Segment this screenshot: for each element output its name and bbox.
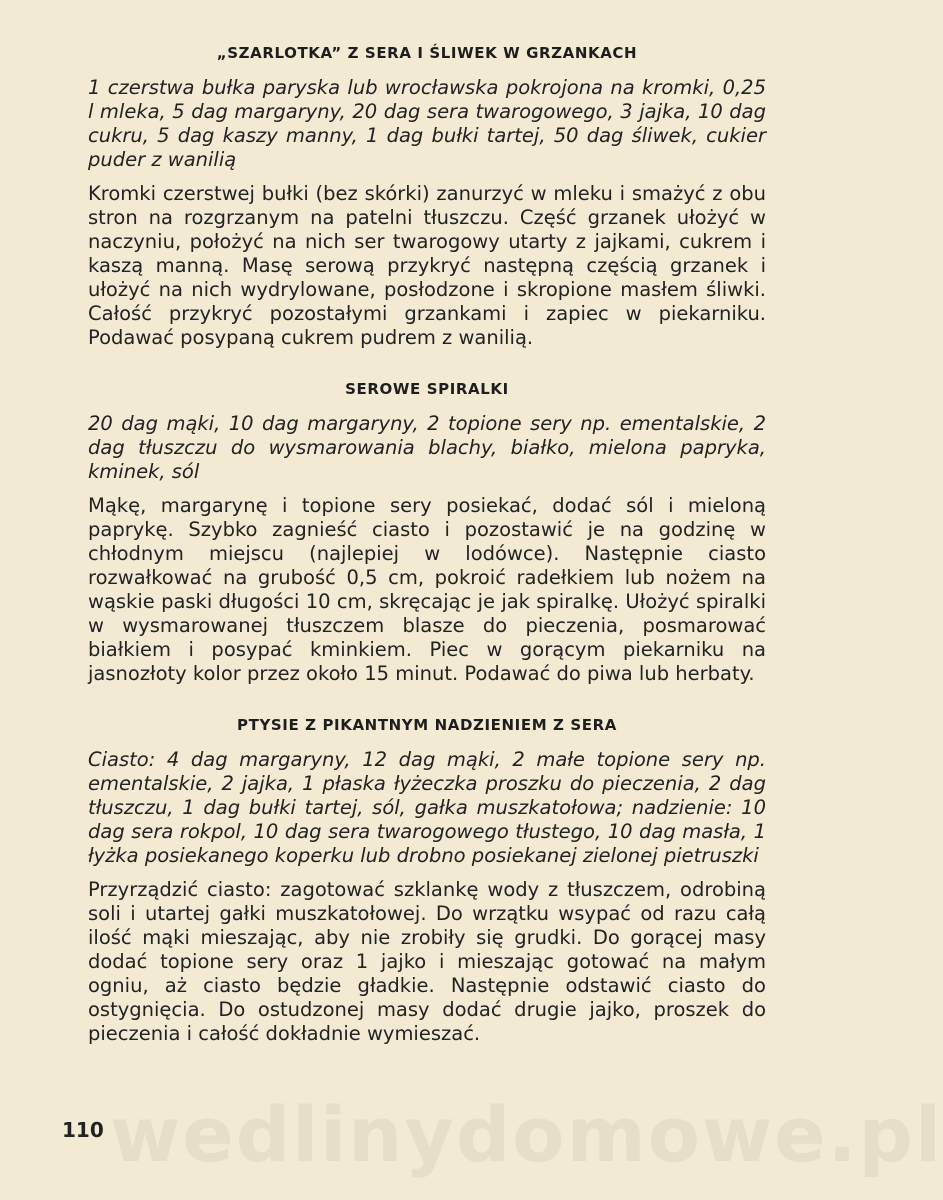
recipe-title: „SZARLOTKA” Z SERA I ŚLIWEK W GRZANKACH	[216, 44, 638, 62]
recipe-ingredients: 1 czerstwa bułka paryska lub wrocławska pokrojona na kromki, 0,25 l mleka, 5 dag margaryny, 20 dag sera twarogowego, 3 jajka, 10 dag cukru, 5 dag kaszy manny, 1 dag bułki tartej, 50 dag śliwek, cukier puder z wanilią	[88, 76, 766, 171]
recipe-szarlotka	[88, 44, 766, 350]
recipe-ingredients: 20 dag mąki, 10 dag margaryny, 2 topione sery np. ementalskie, 2 dag tłuszczu do wysmarowania blachy, białko, mielona papryka, kminek, sól	[88, 412, 766, 483]
page-number: 110	[62, 1118, 104, 1142]
recipe-ptysie	[88, 716, 766, 1046]
recipe-method: Przyrządzić ciasto: zagotować szklankę wody z tłuszczem, odrobiną soli i utartej gałki muszkatołowej. Do wrzątku wsypać od razu całą ilość mąki mieszając, aby nie zrobiły się grudki. Do gorącej masy dodać topione sery oraz 1 jajko i mieszając gotować na małym ogniu, aż ciasto będzie gładkie. Następnie odstawić ciasto do ostygnięcia. Do ostudzonej masy dodać drugie jajko, proszek do pieczenia i całość dokładnie wymieszać.	[88, 878, 766, 1045]
recipe-title: PTYSIE Z PIKANTNYM NADZIENIEM Z SERA	[237, 716, 617, 734]
recipe-title: SEROWE SPIRALKI	[345, 380, 509, 398]
recipe-ingredients: Ciasto: 4 dag margaryny, 12 dag mąki, 2 małe topione sery np. ementalskie, 2 jajka, 1 płaska łyżeczka proszku do pieczenia, 2 dag tłuszczu, 1 dag bułki tartej, sól, gałka muszkatołowa; nadzienie: 10 dag sera rokpol, 10 dag sera twarogowego tłustego, 10 dag masła, 1 łyżka posiekanego koperku lub drobno posiekanej zielonej pietruszki	[88, 748, 766, 867]
page-content	[88, 44, 766, 1046]
recipe-method: Kromki czerstwej bułki (bez skórki) zanurzyć w mleku i smażyć z obu stron na rozgrzanym na patelni tłuszczu. Część grzanek ułożyć w naczyniu, położyć na nich ser twarogowy utarty z jajkami, cukrem i kaszą manną. Masę serową przykryć następną częścią grzanek i ułożyć na nich wydrylowane, posłodzone i skropione masłem śliwki. Całość przykryć pozostałymi grzankami i zapiec w piekarniku. Podawać posypaną cukrem pudrem z wanilią.	[88, 182, 766, 349]
recipe-method: Mąkę, margarynę i topione sery posiekać, dodać sól i mieloną paprykę. Szybko zagnieść ciasto i pozostawić je na godzinę w chłodnym miejscu (najlepiej w lodówce). Następnie ciasto rozwałkować na grubość 0,5 cm, pokroić radełkiem lub nożem na wąskie paski długości 10 cm, skręcając je jak spiralkę. Ułożyć spiralki w wysmarowanej tłuszczem blasze do pieczenia, posmarować białkiem i posypać kminkiem. Piec w gorącym piekarniku na jasnozłoty kolor przez około 15 minut. Podawać do piwa lub herbaty.	[88, 494, 766, 685]
watermark: wedlinydomowe.pl	[110, 1090, 943, 1179]
recipe-serowe-spiralki	[88, 380, 766, 686]
